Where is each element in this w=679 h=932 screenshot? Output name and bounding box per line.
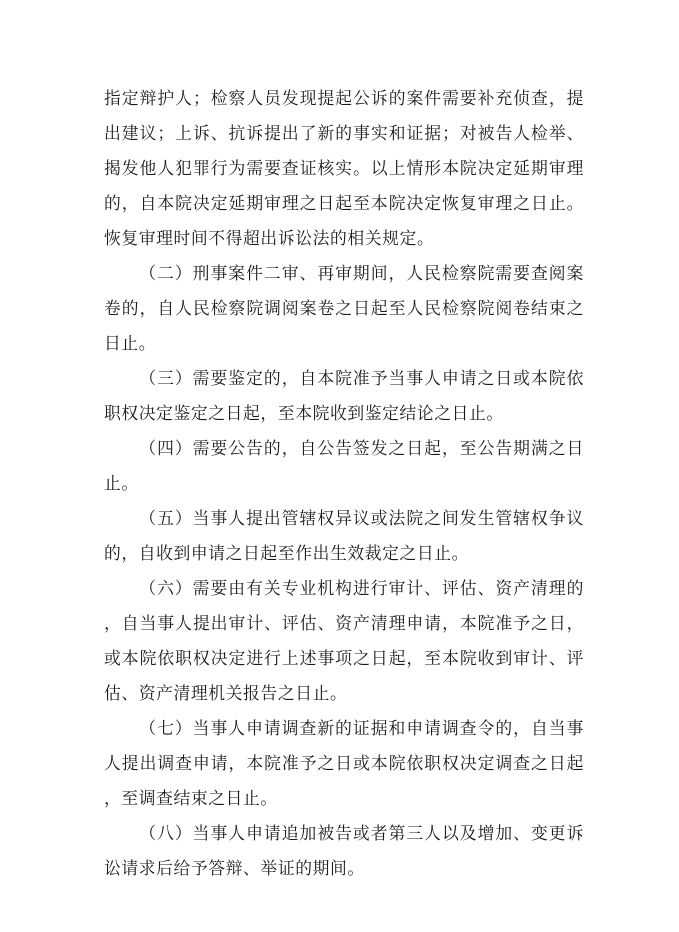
paragraph-item-8: （八）当事人申请追加被告或者第三人以及增加、变更诉讼请求后给予答辩、举证的期间。 bbox=[104, 823, 584, 878]
paragraph-continued: 指定辩护人；检察人员发现提起公诉的案件需要补充侦查，提出建议；上诉、抗诉提出了新的事实和证据；对被告人检举、揭发他人犯罪行为需要查证核实。以上情形本院决定延期审理的，自本院决定延期审理之日起至本院决定恢复审理之日止。恢复审理时间不得超出诉讼法的相关规定。 bbox=[104, 88, 584, 248]
paragraph-item-5: （五）当事人提出管辖权异议或法院之间发生管辖权争议的，自收到申请之日起至作出生效裁定之日止。 bbox=[104, 508, 584, 563]
paragraph-item-4: （四）需要公告的，自公告签发之日起，至公告期满之日止。 bbox=[104, 438, 584, 493]
paragraph-item-2: （二）刑事案件二审、再审期间，人民检察院需要查阅案卷的，自人民检察院调阅案卷之日起至人民检察院阅卷结束之日止。 bbox=[104, 263, 584, 353]
paragraph-item-3: （三）需要鉴定的，自本院准予当事人申请之日或本院依职权决定鉴定之日起，至本院收到鉴定结论之日止。 bbox=[104, 368, 584, 423]
paragraph-item-6: （六）需要由有关专业机构进行审计、评估、资产清理的，自当事人提出审计、评估、资产清理申请，本院准予之日，或本院依职权决定进行上述事项之日起，至本院收到审计、评估、资产清理机关报告之日止。 bbox=[104, 578, 584, 703]
paragraph-item-7: （七）当事人申请调查新的证据和申请调查令的，自当事人提出调查申请，本院准予之日或本院依职权决定调查之日起，至调查结束之日止。 bbox=[104, 718, 584, 808]
